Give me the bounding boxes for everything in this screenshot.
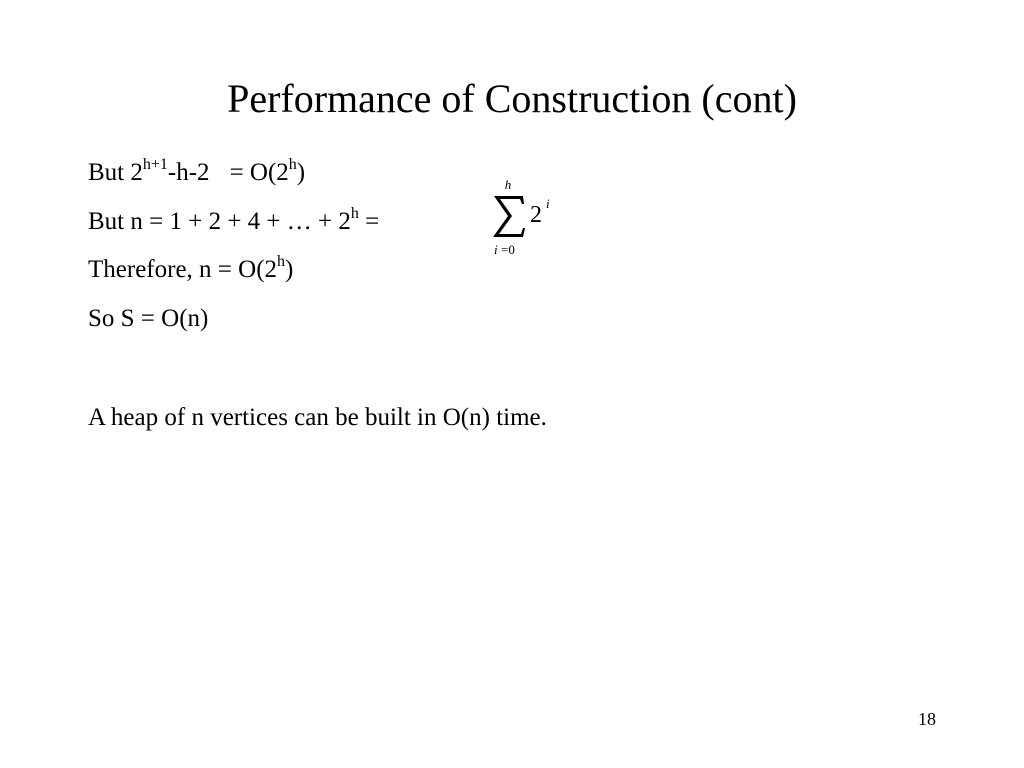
line1-prefix: But 2 xyxy=(88,159,143,186)
sigma-symbol xyxy=(493,196,525,237)
line1-suffix: ) xyxy=(296,159,306,186)
conclusion-line: A heap of n vertices can be built in O(n) time. xyxy=(88,404,547,431)
line3-suffix: ) xyxy=(285,256,294,283)
body-line-4: So S = O(n) xyxy=(88,305,209,332)
line2-prefix: But n = 1 + 2 + 4 + … + 2 xyxy=(88,208,351,235)
line1-exponent-1: h+1 xyxy=(142,155,168,173)
sum-base: 2 xyxy=(530,202,542,228)
page-number: 18 xyxy=(918,709,936,729)
sum-exponent: i xyxy=(546,196,550,211)
body-line-2 xyxy=(88,204,380,237)
line1-equals: = O(2 xyxy=(229,159,289,186)
sum-upper-limit: h xyxy=(504,177,512,192)
line3-prefix: Therefore, n = O(2 xyxy=(88,256,278,283)
line2-exponent: h xyxy=(350,204,359,222)
body-line-1 xyxy=(88,155,306,188)
sum-lower-var: i xyxy=(494,242,498,257)
line1-mid: -h-2 xyxy=(167,159,210,186)
sum-lower-eq: =0 xyxy=(501,242,515,257)
body-line-3 xyxy=(88,252,294,285)
slide-title: Performance of Construction (cont) xyxy=(227,76,797,121)
line3-exponent: h xyxy=(277,252,286,270)
line2-suffix: = xyxy=(358,208,380,235)
line1-exponent-2: h xyxy=(288,155,297,173)
summation-formula xyxy=(490,172,570,262)
